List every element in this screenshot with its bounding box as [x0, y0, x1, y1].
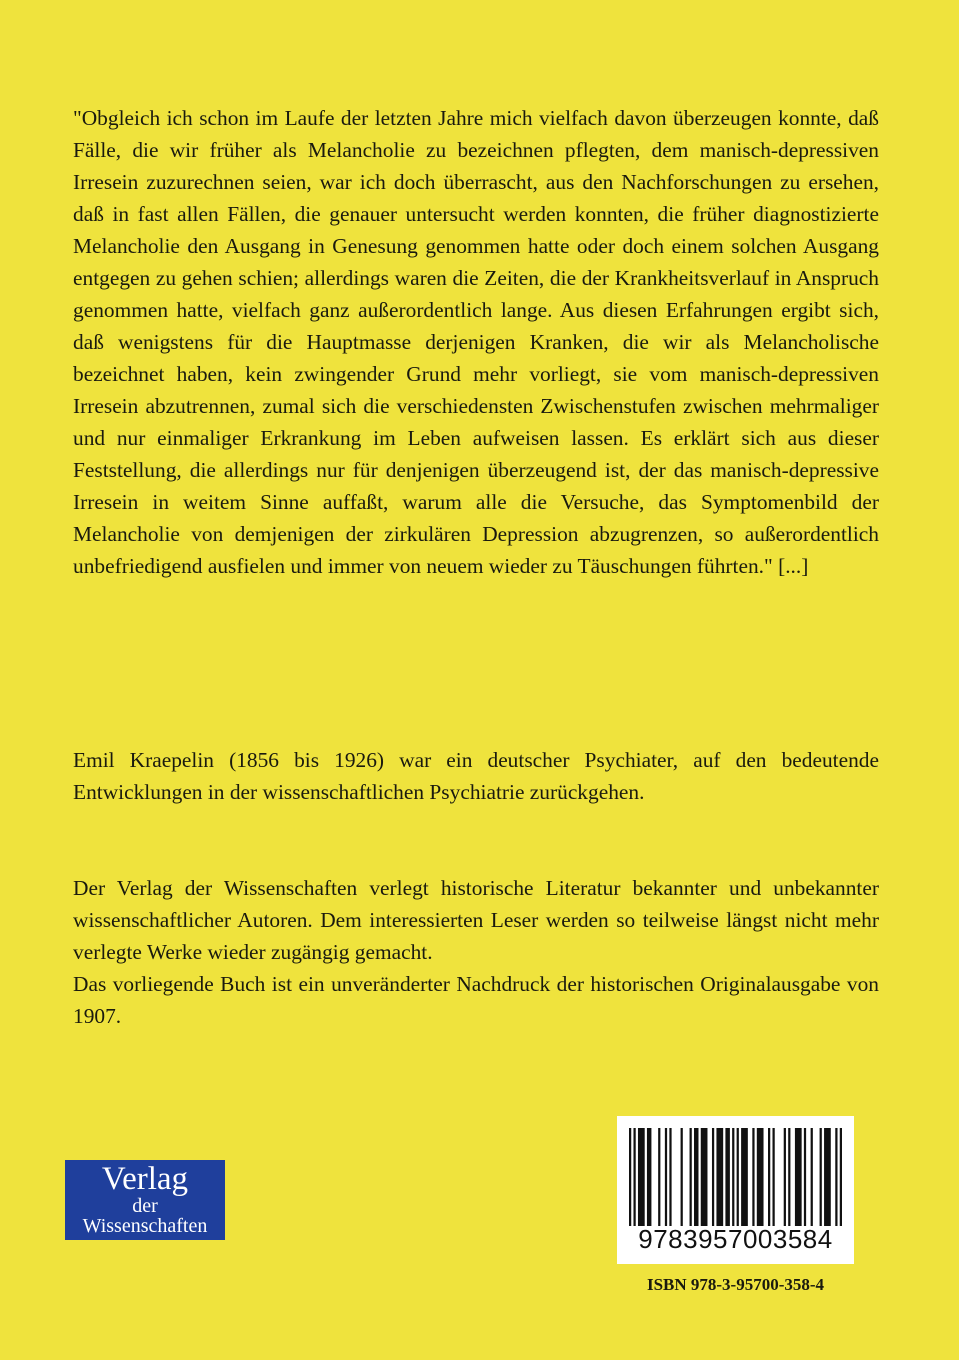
author-bio-text: Emil Kraepelin (1856 bis 1926) war ein deutscher Psychiater, auf den bedeutende Entwicklungen in der wissenschaftlichen Psychiatrie zurückgehen. — [73, 748, 879, 804]
publisher-logo — [65, 1160, 225, 1240]
publisher-text-1: Der Verlag der Wissenschaften verlegt historische Literatur bekannter und unbekannter wissenschaftlicher Autoren. Dem interessierten Leser werden so teilweise längst nicht mehr verlegte Werke wieder zugängig gemacht. — [73, 876, 879, 964]
barcode-bar — [804, 1128, 806, 1226]
barcode-bar — [741, 1128, 748, 1226]
logo-line-der: der — [132, 1195, 158, 1217]
barcode-bar — [716, 1128, 723, 1226]
barcode-bar — [633, 1128, 635, 1226]
barcode-bar — [772, 1128, 774, 1226]
barcode-bar — [694, 1128, 698, 1226]
barcode-bar — [690, 1128, 692, 1226]
barcode-bar — [647, 1128, 651, 1226]
barcode-bar — [784, 1128, 786, 1226]
logo-line-wissenschaften: Wissenschaften — [82, 1215, 208, 1237]
barcode-bar — [768, 1128, 770, 1226]
barcode — [617, 1116, 854, 1264]
barcode-bar — [669, 1128, 671, 1226]
barcode-bar — [788, 1128, 790, 1226]
barcode-bars — [629, 1128, 842, 1226]
barcode-bar — [752, 1128, 754, 1226]
barcode-bar — [840, 1128, 842, 1226]
barcode-bar — [824, 1128, 831, 1226]
quote-text: "Obgleich ich schon im Laufe der letzten Jahre mich vielfach davon überzeugen konnte, daß Fälle, die wir früher als Melancholie zu bezeichnen pflegten, dem manisch-depressiven Irresein zuzurechnen seien, war ich doch überrascht, aus den Nachforschungen zu ersehen, daß in fast allen Fällen, die genauer untersucht werden konnten, die früher diagnostizierte Melancholie den Ausgang in Genesung genommen hatte oder doch einem solchen Ausgang entgegen zu gehen schien; allerdings waren die Zeiten, die der Krankheitsverlauf in Anspruch genommen hatte, vielfach ganz außerordentlich lange. Aus diesen Erfahrungen ergibt sich, daß wenigstens für die Hauptmasse derjenigen Kranken, die wir als Melancholische bezeichnet haben, kein zwingender Grund mehr vorliegt, sie vom manisch-depressiven Irresein abzutrennen, zumal sich die verschiedensten Zwischenstufen zwischen mehrmaliger und nur einmaliger Erkrankung im Leben aufweisen lassen. Es erklärt sich aus dieser Feststellung, die allerdings nur für denjenigen überzeugend ist, der das manisch-depressive Irresein in weitem Sinne auffaßt, warum alle die Versuche, das Symptomenbild der Melancholie von demjenigen der zirkulären Depression abzugrenzen, so außerordentlich unbefriedigend ausfielen und immer von neuem wieder zu Täuschungen führten." [...] — [73, 106, 879, 578]
barcode-bar — [658, 1128, 660, 1226]
barcode-bar — [725, 1128, 729, 1226]
quote-paragraph — [73, 102, 879, 582]
barcode-bar — [629, 1128, 631, 1226]
barcode-bar — [835, 1128, 837, 1226]
author-bio — [73, 744, 879, 808]
publisher-text-2: Das vorliegende Buch ist ein unveränderter Nachdruck der historischen Originalausgabe von 1907. — [73, 972, 879, 1028]
barcode-bar — [737, 1128, 739, 1226]
barcode-bar — [712, 1128, 714, 1226]
publisher-info — [73, 872, 879, 1032]
barcode-bar — [795, 1128, 802, 1226]
barcode-bar — [732, 1128, 734, 1226]
barcode-bar — [811, 1128, 813, 1226]
barcode-digits: 9783957003584 — [638, 1224, 833, 1254]
barcode-bar — [820, 1128, 822, 1226]
barcode-bar — [638, 1128, 645, 1226]
logo-line-verlag: Verlag — [101, 1161, 189, 1197]
barcode-bar — [701, 1128, 708, 1226]
isbn-label: ISBN 978-3-95700-358-4 — [646, 1275, 825, 1294]
barcode-bar — [665, 1128, 667, 1226]
barcode-bar — [757, 1128, 764, 1226]
barcode-bar — [681, 1128, 683, 1226]
